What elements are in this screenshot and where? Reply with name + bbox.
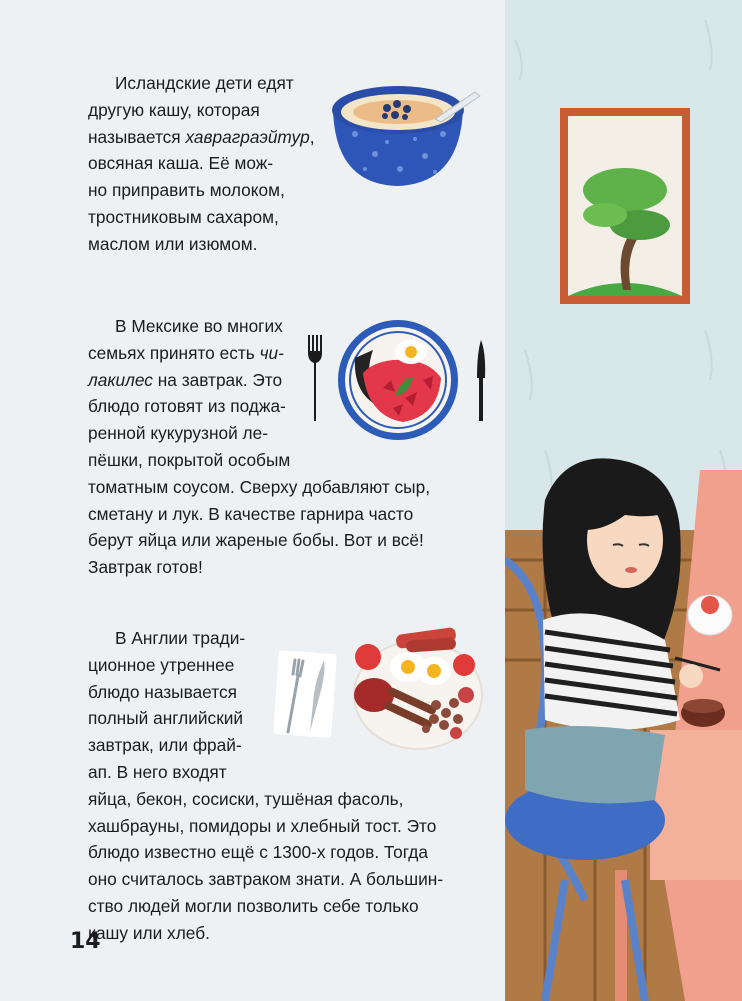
paragraph-line: блюдо известно ещё с 1300-х годов. Тогда (88, 842, 428, 863)
english-breakfast-plate-icon (346, 625, 486, 753)
paragraph-line: ство людей могли позволить себе только (88, 895, 419, 916)
dish-name-italic: лакилес (88, 369, 153, 390)
girl-eating-breakfast-scene (505, 0, 742, 1001)
paragraph-line: тростниковым сахаром, (88, 206, 279, 227)
dish-name-italic: хавраграэйтур (185, 126, 310, 147)
text-run: называется (88, 126, 186, 147)
paragraph-line: Исландские дети едят (115, 73, 294, 93)
paragraph-line: завтрак, или фрай- (88, 735, 242, 756)
paragraph-line: томатным соусом. Сверху добавляют сыр, (88, 476, 431, 497)
text-run: , (309, 126, 315, 147)
dish-name-italic: чи- (259, 342, 284, 363)
paragraph-line: полный английский (88, 708, 244, 729)
paragraph-line: В Мексике во многих (115, 316, 283, 336)
paragraph-line: берут яйца или жареные бобы. Вот и всё! (88, 530, 424, 551)
paragraph-line: блюдо называется (88, 681, 237, 702)
paragraph-line: овсяная каша. Её мож- (88, 153, 274, 174)
page-number: 14 (70, 929, 101, 954)
text-run: семьях принято есть (88, 342, 260, 363)
paragraph-line: хашбрауны, помидоры и хлебный тост. Это (88, 815, 437, 836)
paragraph-line: другую кашу, которая (88, 99, 260, 120)
paragraph-line: ап. В него входят (88, 761, 227, 782)
porridge-bowl-icon (325, 74, 485, 199)
paragraph-line: кашу или хлеб. (88, 922, 210, 943)
paragraph-line: оно считалось завтраком знати. А большин- (88, 869, 444, 890)
paragraph-line: пёшки, покрытой особым (88, 449, 291, 470)
text-run: на завтрак. Это (152, 369, 283, 390)
paragraph-line: но приправить молоком, (88, 180, 285, 201)
paragraph-line: ционное утреннее (88, 654, 235, 675)
paragraph-line (88, 124, 315, 151)
paragraph-line: блюдо готовят из поджа- (88, 396, 286, 417)
fork-icon (305, 333, 325, 423)
cutlery-napkin-icon (268, 648, 340, 740)
paragraph-line: сметану и лук. В качестве гарнира часто (88, 503, 414, 524)
paragraph-line: маслом или изюмом. (88, 233, 258, 254)
paragraph-iceland (88, 70, 315, 258)
paragraph-line: Завтрак готов! (88, 557, 203, 578)
paragraph-line: В Англии тради- (115, 628, 246, 648)
paragraph-line: ренной кукурузной ле- (88, 423, 269, 444)
paragraph-line: яйца, бекон, сосиски, тушёная фасоль, (88, 788, 404, 809)
knife-icon (474, 338, 488, 423)
chilaquiles-plate-icon (333, 318, 463, 443)
